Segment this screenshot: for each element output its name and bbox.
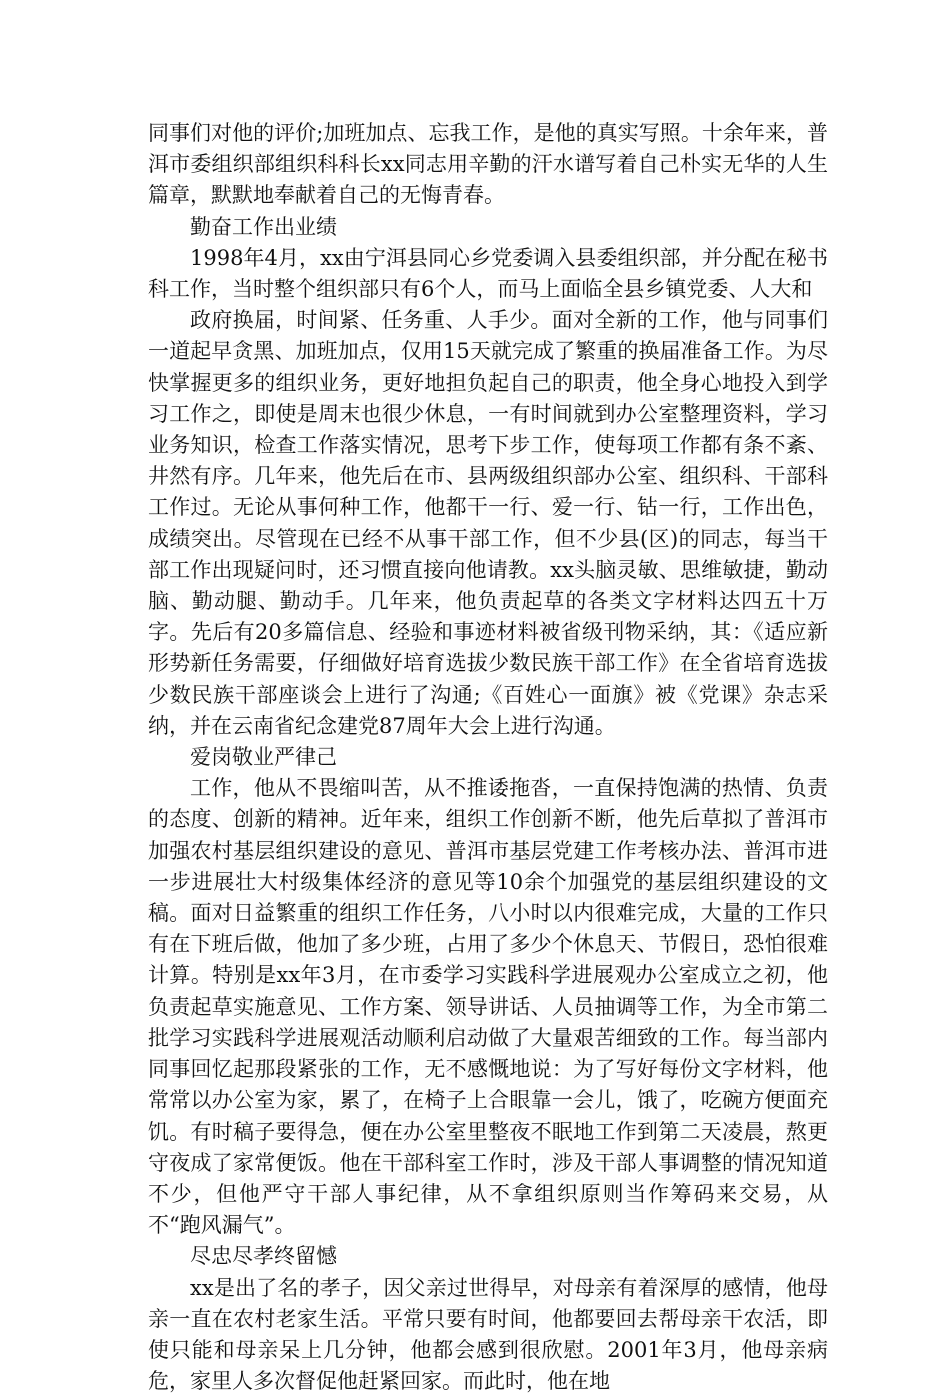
paragraph-filial-son: xx是出了名的孝子，因父亲过世得早，对母亲有着深厚的感情，他母亲一直在农村老家生活。平常只要有时间，他都要回去帮母亲干农活，即使只能和母亲呆上几分钟，他都会感到很欣慰。2001年3月，他母亲病危，家里人多次督促他赶紧回家。而此时，他在地 [148,1275,828,1394]
paragraph-work-attitude: 工作，他从不畏缩叫苦，从不推诿拖沓，一直保持饱满的热情、负责的态度、创新的精神。近年来，组织工作创新不断，他先后草拟了普洱市加强农村基层组织建设的意见、普洱市基层党建工作考核办法、普洱市进一步进展壮大村级集体经济的意见等10余个加强党的基层组织建设的文稿。面对日益繁重的组织工作任务，八小时以内很难完成，大量的工作只有在下班后做，他加了多少班，占用了多少个休息天、节假日，恐怕很难计算。特别是xx年3月，在市委学习实践科学进展观办公室成立之初，他负责起草实施意见、工作方案、领导讲话、人员抽调等工作，为全市第二批学习实践科学进展观活动顺利启动做了大量艰苦细致的工作。每当部内同事回忆起那段紧张的工作，无不感慨地说：为了写好每份文字材料，他常常以办公室为家，累了，在椅子上合眼靠一会儿，饿了，吃碗方便面充饥。有时稿子要得急，便在办公室里整夜不眠地工作到第二天凌晨，熬更守夜成了家常便饭。他在干部科室工作时，涉及干部人事调整的情况知道不少，但他严守干部人事纪律，从不拿组织原则当作筹码来交易，从不“跑风漏气”。 [148,776,828,1238]
section-heading-diligent-work: 勤奋工作出业绩 [190,214,337,239]
document-body [148,118,828,1397]
section-heading-dedication: 爱岗敬业严律己 [190,745,337,770]
paragraph-government-election: 政府换届，时间紧、任务重、人手少。面对全新的工作，他与同事们一道起早贪黑、加班加点，仅用15天就完成了繁重的换届准备工作。为尽快掌握更多的组织业务，更好地担负起自己的职责，他全身心地投入到学习工作之，即使是周末也很少休息，一有时间就到办公室整理资料，学习业务知识，检查工作落实情况，思考下步工作，使每项工作都有条不紊、井然有序。几年来，他先后在市、县两级组织部办公室、组织科、干部科工作过。无论从事何种工作，他都干一行、爱一行、钻一行，工作出色，成绩突出。尽管现在已经不从事干部工作，但不少县(区)的同志，每当干部工作出现疑问时，还习惯直接向他请教。xx头脑灵敏、思维敏捷，勤动脑、勤动腿、勤动手。几年来，他负责起草的各类文字材料达四五十万字。先后有20多篇信息、经验和事迹材料被省级刊物采纳，其：《适应新形势新任务需要，仔细做好培育选拔少数民族干部工作》在全省培育选拔少数民族干部座谈会上进行了沟通;《百姓心一面旗》被《党课》杂志采纳，并在云南省纪念建党87周年大会上进行沟通。 [148,308,828,738]
paragraph-1998-transfer: 1998年4月，xx由宁洱县同心乡党委调入县委组织部，并分配在秘书科工作，当时整个组织部只有6个人，而马上面临全县乡镇党委、人大和 [148,245,828,302]
section-heading-loyalty-filial: 尽忠尽孝终留憾 [190,1244,337,1269]
paragraph-intro: 同事们对他的评价;加班加点、忘我工作，是他的真实写照。十余年来，普洱市委组织部组织科科长xx同志用辛勤的汗水谱写着自己朴实无华的人生篇章，默默地奉献着自己的无悔青春。 [148,121,828,208]
